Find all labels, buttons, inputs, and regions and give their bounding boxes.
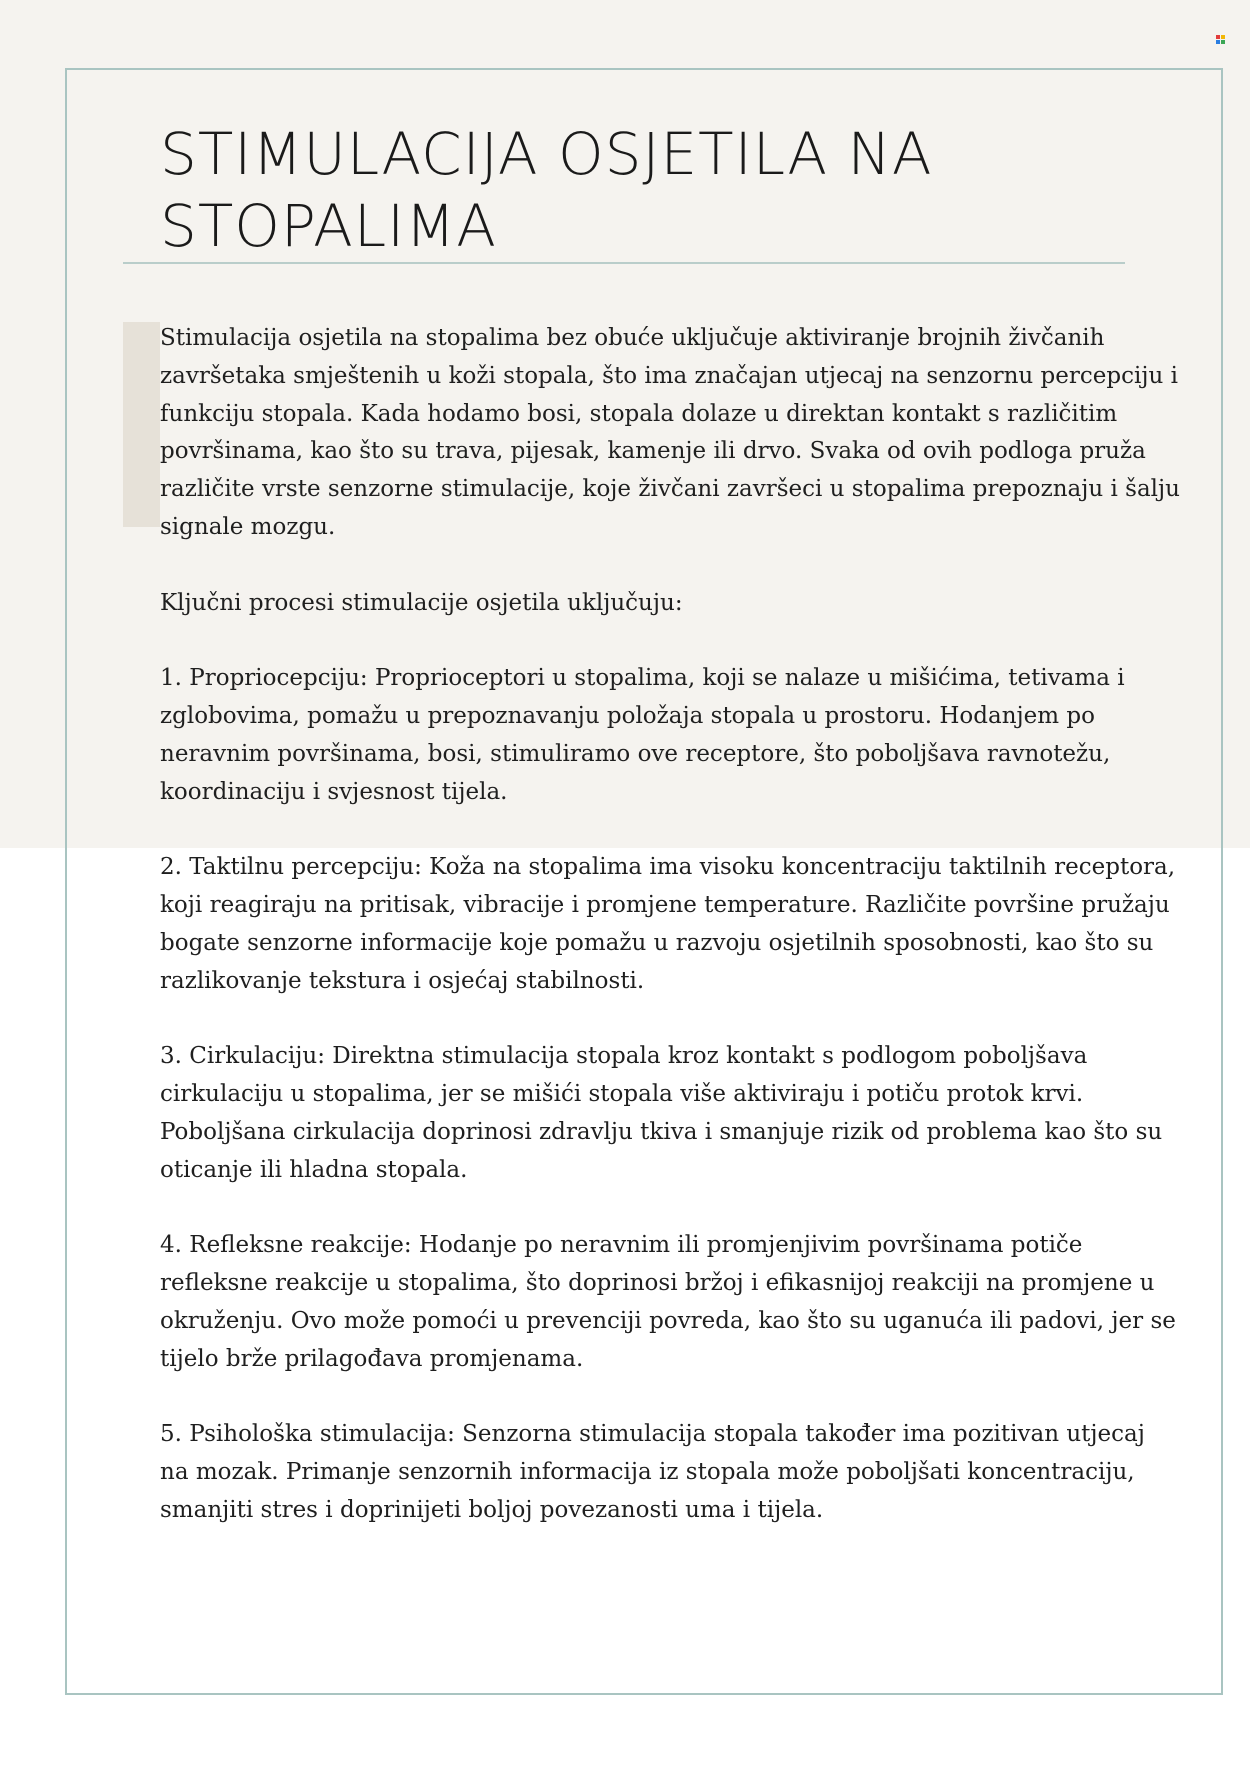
- article-body: [160, 320, 1180, 1567]
- point-circulation: 3. Cirkulaciju: Direktna stimulacija stopala kroz kontakt s podlogom poboljšava cirkulaciju u stopalima, jer se mišići stopala više aktiviraju i potiču protok krvi. Poboljšana cirkulacija doprinosi zdravlju tkiva i smanjuje rizik od problema kao što su oticanje ili hladna stopala.: [160, 1043, 1163, 1183]
- point-proprioception: 1. Propriocepciju: Proprioceptori u stopalima, koji se nalaze u mišićima, tetivama i zglobovima, pomažu u prepoznavanju položaja stopala u prostoru. Hodanjem po neravnim površinama, bosi, stimuliramo ove receptore, što poboljšava ravnotežu, koordinaciju i svjesnost tijela.: [160, 665, 1125, 805]
- corner-logo-icon: [1216, 35, 1226, 45]
- point-reflex-reactions: 4. Refleksne reakcije: Hodanje po neravnim ili promjenjivim površinama potiče refleksne reakcije u stopalima, što doprinosi bržoj i efikasnijoj reakciji na promjene u okruženju. Ovo može pomoći u prevenciji povreda, kao što su uganuća ili padovi, jer se tijelo brže prilagođava promjenama.: [160, 1232, 1176, 1372]
- title-divider: [123, 262, 1125, 264]
- point-tactile-perception: 2. Taktilnu percepciju: Koža na stopalima ima visoku koncentraciju taktilnih receptora, koji reagiraju na pritisak, vibracije i promjene temperature. Različite površine pružaju bogate senzorne informacije koje pomažu u razvoju osjetilnih sposobnosti, kao što su razlikovanje tekstura i osjećaj stabilnosti.: [160, 854, 1176, 994]
- list-intro: Ključni procesi stimulacije osjetila uključuju:: [160, 589, 683, 616]
- intro-paragraph: Stimulacija osjetila na stopalima bez obuće uključuje aktiviranje brojnih živčanih završetaka smještenih u koži stopala, što ima značajan utjecaj na senzornu percepciju i funkciju stopala. Kada hodamo bosi, stopala dolaze u direktan kontakt s različitim površinama, kao što su trava, pijesak, kamenje ili drvo. Svaka od ovih podloga pruža različite vrste senzorne stimulacije, koje živčani završeci u stopalima prepoznaju i šalju signale mozgu.: [160, 325, 1180, 540]
- intro-accent-bar: [123, 322, 160, 527]
- page-title: STIMULACIJA OSJETILA NA STOPALIMA: [160, 120, 933, 260]
- point-psychological-stimulation: 5. Psihološka stimulacija: Senzorna stimulacija stopala također ima pozitivan utjecaj na mozak. Primanje senzornih informacija iz stopala može poboljšati koncentraciju, smanjiti stres i doprinijeti boljoj povezanosti uma i tijela.: [160, 1421, 1145, 1523]
